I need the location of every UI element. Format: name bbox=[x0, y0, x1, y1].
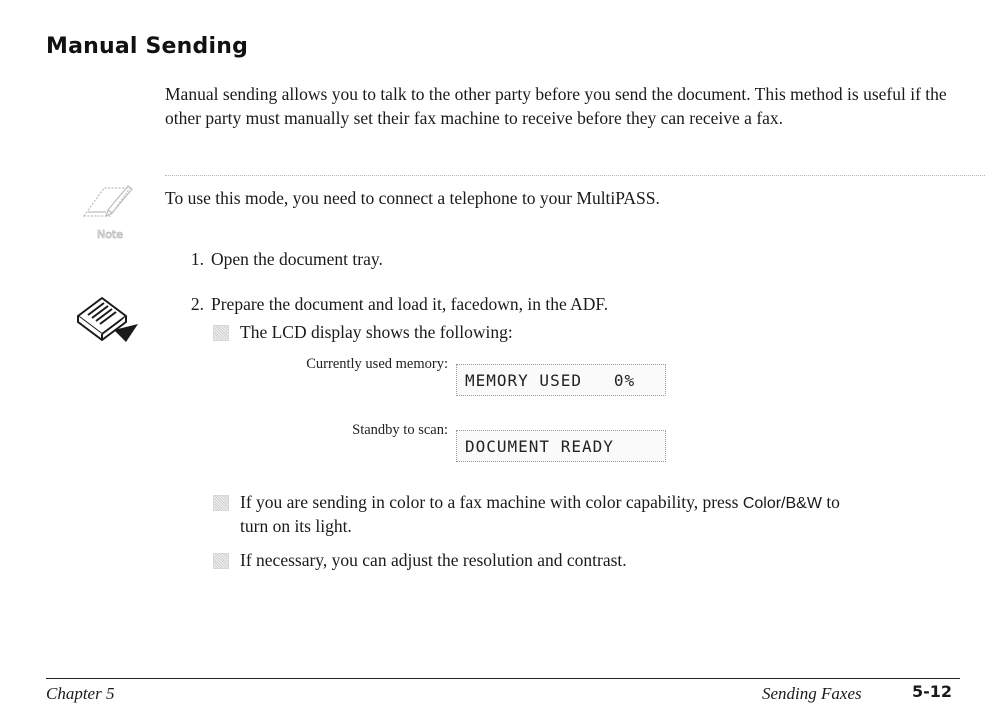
note-text: To use this mode, you need to connect a telephone to your MultiPASS. bbox=[165, 188, 660, 208]
footer-rule bbox=[46, 678, 960, 679]
page-number: 5-12 bbox=[912, 682, 953, 701]
lcd-display-standby: DOCUMENT READY bbox=[456, 430, 666, 462]
lcd-label-memory: Currently used memory: bbox=[306, 356, 448, 372]
note-icon-label: Note bbox=[96, 228, 124, 241]
lcd-label-standby: Standby to scan: bbox=[352, 422, 448, 438]
lcd-display-memory: MEMORY USED 0% bbox=[456, 364, 666, 396]
bullet-color-pre: If you are sending in color to a fax machine with color capability, press bbox=[240, 492, 743, 512]
bullet-icon bbox=[213, 325, 229, 341]
color-bw-button-label: Color/B&W bbox=[742, 495, 822, 512]
bullet-color-line2: turn on its light. bbox=[240, 516, 352, 536]
intro-paragraph: Manual sending allows you to talk to the other party before you send the document. This method is useful if the other party must manually set their fax machine to receive before they can receive a fax. bbox=[165, 84, 947, 128]
note-separator bbox=[165, 175, 985, 176]
step-2-text: Prepare the document and load it, facedown, in the ADF. bbox=[211, 294, 609, 314]
step-1-text: Open the document tray. bbox=[211, 249, 383, 269]
lcd-intro-text: The LCD display shows the following: bbox=[240, 322, 513, 342]
footer-section: Sending Faxes bbox=[762, 684, 862, 703]
bullet-color-text bbox=[240, 490, 960, 516]
bullet-resolution-text: If necessary, you can adjust the resolution and contrast. bbox=[240, 550, 627, 570]
footer-chapter: Chapter 5 bbox=[46, 684, 115, 703]
bullet-color-post: to bbox=[821, 492, 840, 512]
bullet-icon bbox=[213, 495, 229, 511]
page-heading: Manual Sending bbox=[46, 34, 249, 59]
step-1-number: 1. bbox=[190, 249, 204, 269]
step-2-number: 2. bbox=[190, 294, 204, 314]
document-feed-icon bbox=[74, 294, 142, 352]
bullet-icon bbox=[213, 553, 229, 569]
note-icon bbox=[78, 180, 140, 242]
